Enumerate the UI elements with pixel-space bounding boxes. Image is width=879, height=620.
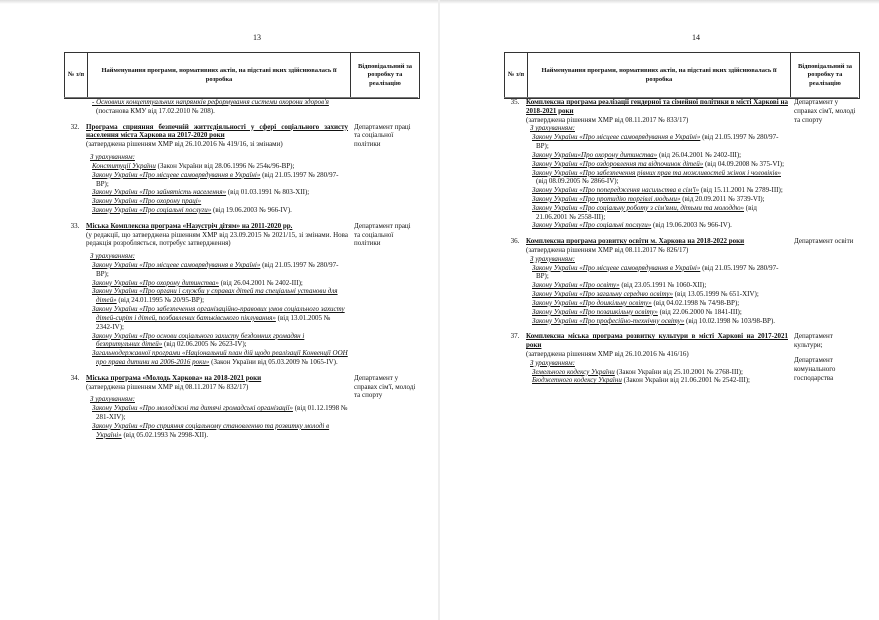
program-title: Комплексна програма реалізації гендерної та сімейної політики в місті Харкові на 2018-2021 роки	[526, 98, 788, 115]
responsible-dept: Департамент у справах сім'ї, молоді та спорту	[794, 98, 856, 124]
responsible-dept-2: Департамент комунального господарства	[794, 355, 836, 382]
program-approval: (затверджена рішенням ХМР від 08.11.2017 № 832/17)	[86, 382, 249, 391]
row-number: 35.	[510, 98, 520, 106]
table-row	[504, 332, 858, 385]
list-item: Закону України«Про охорону дитинства» (від 26.04.2001 № 2402-III);	[532, 150, 742, 159]
list-item: Закону України «Про загальну середню освіту» (від 13.05.1999 № 651-XIV);	[532, 290, 759, 299]
table-body	[64, 98, 418, 439]
list-item: Бюджетного кодексу України (Закон України від 21.06.2001 № 2542-III);	[532, 376, 750, 385]
list-item: Земельного кодексу України (Закон України від 25.10.2001 № 2768-III);	[532, 367, 743, 376]
page-number: 13	[253, 33, 261, 42]
table-body	[504, 98, 858, 385]
table-row	[504, 237, 858, 325]
header-name: Найменування програми, нормативних актів, на підставі яких здійснювалась її розробка	[528, 53, 791, 98]
list-item: Закону України «Про місцеве самоврядування в Україні» (від 21.05.1997 № 280/97-ВР);	[92, 170, 339, 188]
list-item: Закону України «Про позашкільну освіту» (від 22.06.2000 № 1841-III);	[532, 307, 742, 316]
list-item: Загальнодержавної програми «Національний план дій щодо реалізації Конвенції ООН про права дитини на 2006-2016 роки» (Закон України від 05.03.2009 № 1065-IV).	[92, 349, 348, 366]
list-item: Закону України «Про соціальні послуги» (від 19.06.2003 № 966-IV).	[532, 221, 732, 230]
table-row	[504, 98, 858, 230]
row-number: 32.	[70, 122, 80, 131]
list-item: Закону України «Про органи і служби у справах дітей та спеціальні установи для дітей» (від 24.01.1995 № 20/95-ВР);	[92, 287, 338, 305]
program-approval: (затверджена рішенням ХМР від 26.10.2016 № 419/16, зі змінами)	[86, 140, 283, 149]
list-item: Закону України «Про соціальну роботу з сім'ями, дітьми та молоддю» (від 21.06.2001 № 2558-III);	[532, 203, 757, 221]
considering-label: З урахуванням:	[90, 153, 135, 162]
program-approval: (затверджена рішенням ХМР від 08.11.2017 № 833/17)	[526, 115, 689, 124]
considering-label: З урахуванням:	[530, 254, 575, 263]
considering-label: З урахуванням:	[90, 252, 135, 261]
program-title: Комплексна програма розвитку освіти м. Харкова на 2018-2022 роки	[526, 237, 745, 246]
program-approval: (у редакції, що затверджена рішенням ХМР від 23.09.2015 № 2021/15, зі змінами. Нова редакція розробляється, потребує затвердження)	[86, 230, 348, 248]
table-header	[504, 52, 860, 99]
table-header	[64, 52, 420, 99]
page-14	[440, 0, 879, 620]
list-item: Закону України «Про молодіжні та дитячі громадські організації» (від 01.12.1998 № 281-XIV);	[92, 404, 348, 421]
row-number: 36.	[510, 237, 520, 246]
program-title: Міська Комплексна програма «Назустріч дітям» на 2011-2020 рр.	[86, 221, 293, 230]
program-title: Комплексна міська програма розвитку культури в місті Харкові на 2017-2021 роки	[526, 332, 788, 350]
considering-label: З урахуванням:	[90, 395, 135, 404]
row-number: 34.	[70, 373, 80, 382]
considering-label: З урахуванням:	[530, 124, 575, 133]
header-number: № з/п	[65, 53, 88, 98]
list-item: Закону України «Про основи соціального захисту бездомних громадян і безпритульних дітей» (від 02.06.2005 № 2623-IV);	[92, 331, 305, 349]
list-item: Закону України «Про місцеве самоврядування в Україні» (від 21.05.1997 № 280/97-ВР);	[532, 263, 779, 281]
table-row	[64, 123, 418, 215]
list-item: Закону України «Про освіту» (від 23.05.1991 № 1060-XII);	[532, 281, 707, 290]
list-item: Закону України «Про професійно-технічну освіту» (від 10.02.1998 № 103/98-ВР).	[532, 316, 776, 325]
list-item: Закону України «Про попередження насильства в сім'ї» (від 15.11.2001 № 2789-III);	[532, 186, 783, 195]
list-item: Закону України «Про охорону дитинства» (від 26.04.2001 № 2402-III);	[92, 278, 303, 287]
program-approval: (затверджена рішенням ХМР від 26.10.2016 № 416/16)	[526, 349, 689, 358]
page-number: 14	[692, 33, 700, 42]
responsible-dept: Департамент праці та соціальної політики	[354, 221, 411, 248]
list-item: Закону України «Про протидію торгівлі людьми» (від 20.09.2011 № 3739-VI);	[532, 194, 765, 203]
responsible-dept: Департамент праці та соціальної політики	[354, 122, 411, 149]
list-item: - Основних концептуальних напрямків реформування системи охорони здоров'я (постанова КМУ від 17.02.2010 № 208).	[92, 98, 329, 115]
row-number: 33.	[70, 221, 80, 230]
program-title: Програма сприяння безпечній життєдіяльності у сфері соціального захисту населення міста Харкова на 2017-2020 роки	[86, 122, 348, 140]
header-number: № з/п	[505, 53, 528, 98]
considering-label: З урахуванням:	[530, 358, 575, 367]
list-item: Закону України «Про соціальні послуги» (від 19.06.2003 № 966-IV).	[92, 205, 292, 214]
table-row	[64, 222, 418, 367]
program-approval: (затверджена рішенням ХМР від 08.11.2017 № 826/17)	[526, 246, 689, 254]
table-row	[64, 98, 418, 116]
responsible-dept: Департамент освіти	[794, 237, 854, 246]
header-responsible: Відповідальний за розробку та реалізацію	[358, 62, 412, 87]
row-number: 37.	[510, 332, 520, 341]
program-title: Міська програма «Молодь Харкова» на 2018-2021 роки	[86, 373, 262, 382]
list-item: Конституції України (Закон України від 28.06.1996 № 254к/96-ВР);	[92, 161, 295, 170]
list-item: Закону України «Про дошкільну освіту» (від 04.02.1998 № 74/98-ВР);	[532, 298, 740, 307]
list-item: Закону України «Про сприяння соціальному становленню та розвитку молоді в Україні» (від 05.02.1993 № 2998-XII).	[92, 421, 330, 439]
header-name: Найменування програми, нормативних актів, на підставі яких здійснювалась її розробка	[88, 53, 351, 98]
list-item: Закону України «Про забезпечення організаційно-правових умов соціального захисту дітей-сиріт і дітей, позбавлених батьківського піклування» (від 13.01.2005 № 2342-IV);	[92, 305, 345, 331]
list-item: Закону України «Про зайнятість населення» (від 01.03.1991 № 803-XII);	[92, 188, 310, 197]
table-row	[64, 374, 418, 440]
list-item: Закону України «Про місцеве самоврядування в Україні» (від 21.05.1997 № 280/97-ВР);	[532, 133, 779, 151]
list-item: Закону України «Про охорону праці»	[92, 197, 202, 206]
header-responsible: Відповідальний за розробку та реалізацію	[798, 62, 852, 87]
list-item: Закону України «Про забезпечення рівних прав та можливостей жінок і чоловіків» (від 08.09.2005 № 2866-IV);	[532, 168, 781, 186]
page-13	[0, 0, 439, 620]
responsible-dept: Департамент культури;	[794, 332, 833, 350]
list-item: Закону України «Про місцеве самоврядування в Україні» (від 21.05.1997 № 280/97-ВР);	[92, 261, 339, 278]
responsible-dept: Департамент у справах сім'ї, молоді та спорту	[354, 373, 416, 400]
list-item: Закону України «Про оздоровлення та відпочинок дітей» (від 04.09.2008 № 375-VI);	[532, 159, 785, 168]
